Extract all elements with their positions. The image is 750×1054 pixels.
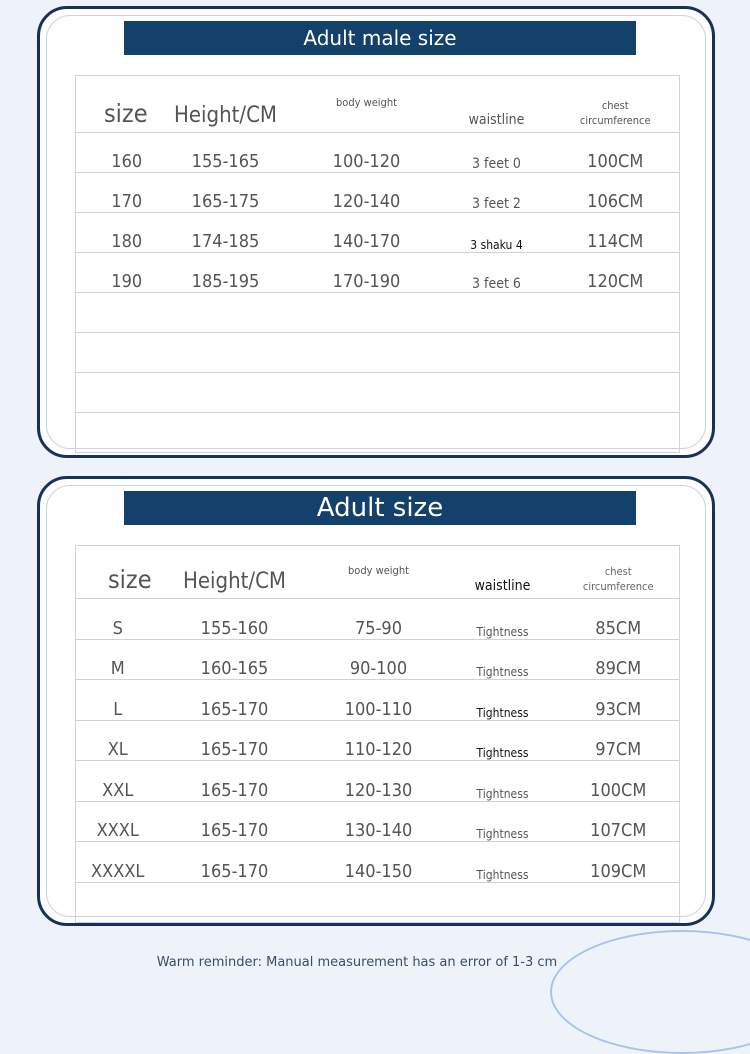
- header-chest: [558, 546, 680, 599]
- adult-size-table: [75, 545, 680, 923]
- empty-row: [76, 333, 680, 373]
- table-row: [76, 680, 680, 721]
- adult-size-banner: [124, 491, 636, 525]
- header-height: Height/CM: [160, 76, 292, 133]
- cell-weight: 120-130: [310, 761, 448, 802]
- cell-size: S: [76, 599, 160, 640]
- adult-size-card: [37, 476, 715, 926]
- table-row: [76, 842, 680, 883]
- cell-chest: 100CM: [552, 133, 680, 173]
- empty-row: [76, 293, 680, 333]
- table-row: [76, 639, 680, 680]
- cell-size: XXXXL: [76, 842, 160, 883]
- cell-size: XXXL: [76, 801, 160, 842]
- adult-size-title: Adult size: [309, 493, 451, 523]
- warm-reminder-note: Warm reminder: Manual measurement has an error of 1-3 cm: [156, 955, 558, 970]
- cell-size: 180: [76, 213, 160, 253]
- header-size: size: [76, 76, 160, 133]
- cell-chest: 107CM: [558, 801, 680, 842]
- header-chest-line2: circumference: [579, 114, 651, 127]
- cell-waist: Tightness: [448, 720, 558, 761]
- cell-height: 165-170: [160, 801, 310, 842]
- table-row: [76, 599, 680, 640]
- cell-height: 155-165: [160, 133, 292, 173]
- cell-height: 185-195: [160, 253, 292, 293]
- cell-height: 165-170: [160, 680, 310, 721]
- cell-chest: 114CM: [552, 213, 680, 253]
- cell-size: 170: [76, 173, 160, 213]
- cell-waist: Tightness: [448, 599, 558, 640]
- cell-weight: 120-140: [292, 173, 442, 213]
- cell-height: 165-170: [160, 761, 310, 802]
- cell-waist: 3 feet 2: [442, 173, 552, 213]
- cell-chest: 97CM: [558, 720, 680, 761]
- header-chest-line1: chest: [601, 99, 629, 112]
- table-row: [76, 720, 680, 761]
- cell-size: L: [76, 680, 160, 721]
- cell-height: 165-170: [160, 842, 310, 883]
- header-chest: [552, 76, 680, 133]
- male-size-banner: [124, 21, 636, 55]
- table-row: [76, 801, 680, 842]
- empty-row: [76, 882, 680, 923]
- cell-weight: 100-110: [310, 680, 448, 721]
- table-row: [76, 213, 680, 253]
- cell-size: XL: [76, 720, 160, 761]
- cell-size: 160: [76, 133, 160, 173]
- header-waist: waistline: [442, 76, 552, 133]
- cell-weight: 140-150: [310, 842, 448, 883]
- male-size-card: [37, 6, 715, 458]
- header-size: size: [76, 546, 160, 599]
- header-weight: body weight: [310, 546, 448, 599]
- cell-waist: 3 shaku 4: [442, 213, 552, 253]
- cell-size: 190: [76, 253, 160, 293]
- cell-waist: Tightness: [448, 639, 558, 680]
- table-row: [76, 133, 680, 173]
- table-header-row: [76, 546, 680, 599]
- header-weight: body weight: [292, 76, 442, 133]
- cell-weight: 110-120: [310, 720, 448, 761]
- cell-height: 165-170: [160, 720, 310, 761]
- cell-height: 165-175: [160, 173, 292, 213]
- cell-waist: Tightness: [448, 801, 558, 842]
- cell-weight: 140-170: [292, 213, 442, 253]
- cell-weight: 170-190: [292, 253, 442, 293]
- cell-height: 160-165: [160, 639, 310, 680]
- cell-height: 155-160: [160, 599, 310, 640]
- male-size-table: [75, 75, 680, 453]
- male-size-title: Adult male size: [295, 26, 464, 50]
- cell-weight: 130-140: [310, 801, 448, 842]
- cell-waist: 3 feet 0: [442, 133, 552, 173]
- cell-weight: 75-90: [310, 599, 448, 640]
- cell-waist: Tightness: [448, 761, 558, 802]
- cell-chest: 100CM: [558, 761, 680, 802]
- cell-height: 174-185: [160, 213, 292, 253]
- empty-row: [76, 373, 680, 413]
- cell-weight: 100-120: [292, 133, 442, 173]
- cell-waist: 3 feet 6: [442, 253, 552, 293]
- cell-chest: 85CM: [558, 599, 680, 640]
- table-row: [76, 253, 680, 293]
- cell-chest: 120CM: [552, 253, 680, 293]
- decorative-swoosh: [550, 930, 750, 1054]
- cell-size: M: [76, 639, 160, 680]
- table-row: [76, 173, 680, 213]
- header-chest-line2: circumference: [582, 580, 654, 593]
- cell-chest: 106CM: [552, 173, 680, 213]
- cell-size: XXL: [76, 761, 160, 802]
- cell-chest: 89CM: [558, 639, 680, 680]
- cell-chest: 93CM: [558, 680, 680, 721]
- cell-chest: 109CM: [558, 842, 680, 883]
- table-row: [76, 761, 680, 802]
- header-chest-line1: chest: [604, 565, 632, 578]
- header-height: Height/CM: [160, 546, 310, 599]
- cell-weight: 90-100: [310, 639, 448, 680]
- header-waist: waistline: [448, 546, 558, 599]
- empty-row: [76, 413, 680, 453]
- table-header-row: [76, 76, 680, 133]
- cell-waist: Tightness: [448, 842, 558, 883]
- cell-waist: Tightness: [448, 680, 558, 721]
